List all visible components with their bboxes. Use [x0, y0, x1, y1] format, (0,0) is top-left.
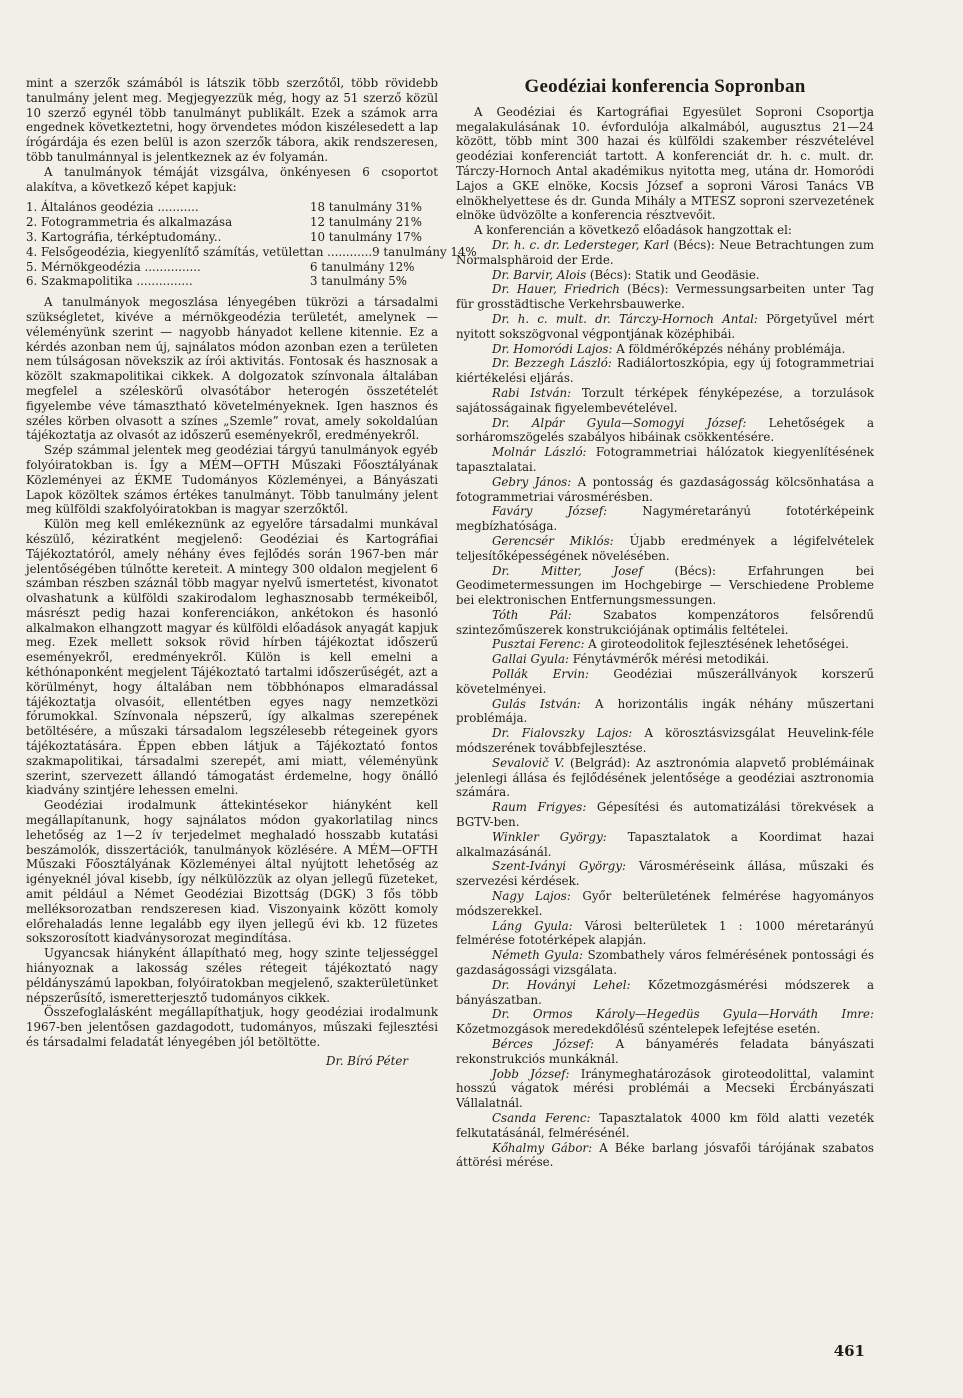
talk-entry: [456, 312, 874, 342]
talk-title: Nagyméretarányú fototérképeink megbízhatósága.: [456, 504, 874, 534]
talk-entry: [456, 445, 874, 475]
topic-label: 2. Fotogrammetria és alkalmazása: [26, 215, 233, 230]
talk-title: Kőzetmozgások meredekdőlésű széntelepek lefejtése esetén.: [456, 1022, 821, 1037]
speaker-name: Dr. Fialovszky Lajos:: [492, 726, 633, 741]
speaker-name: Faváry József:: [492, 504, 608, 519]
talk-title: Fénytávmérők mérési metodikái.: [569, 652, 770, 667]
left-column: [26, 76, 477, 1069]
topic-row: [26, 260, 438, 275]
topic-label: 3. Kartográfia, térképtudomány..: [26, 229, 222, 244]
talk-title: Városméréseink állása, műszaki és szervezési kérdések.: [456, 859, 874, 889]
talk-entry: [456, 564, 874, 608]
talk-title: (Bécs): Statik und Geodäsie.: [586, 267, 760, 282]
talk-entry: [456, 504, 874, 534]
talk-title: A horizontális ingák néhány műszertani problémája.: [456, 696, 874, 726]
speaker-name: Dr. Homoródi Lajos:: [492, 341, 613, 356]
talk-entry: [456, 1067, 874, 1111]
speaker-name: Szent-Iványi György:: [492, 859, 626, 874]
speaker-name: Jobb József:: [492, 1066, 570, 1081]
talk-title: Lehetőségek a sorháromszögelés szabályos hibáinak csökkentésére.: [456, 415, 874, 445]
speaker-name: Dr. h. c. dr. Ledersteger, Karl: [492, 237, 670, 252]
talk-title: A giroteodolitok fejlesztésének lehetőségei.: [584, 637, 849, 652]
topic-label: 6. Szakmapolitika ...............: [26, 274, 193, 289]
speaker-name: Pusztai Ferenc:: [492, 637, 585, 652]
talk-entry: [456, 1141, 874, 1171]
talk-entry: [456, 726, 874, 756]
speaker-name: Gebry János:: [492, 474, 572, 489]
talk-title: Radiálortoszkópia, egy új fotogrammetriai kiértékelési eljárás.: [456, 356, 874, 386]
talk-entry: [456, 268, 874, 283]
topic-row: [26, 274, 438, 289]
speaker-name: Molnár László:: [492, 445, 587, 460]
talk-entry: [456, 756, 874, 800]
talk-title: Újabb eredmények a légifelvételek teljesítőképességének növelésében.: [456, 533, 874, 563]
speaker-name: Dr. Hoványi Lehel:: [492, 977, 631, 992]
author-signature: Dr. Bíró Péter: [326, 1053, 408, 1068]
speaker-name: Bérces József:: [492, 1037, 594, 1051]
distribution-paragraph: A tanulmányok megoszlása lényegében tükrözi a társadalmi szükségletet, kivéve a mérnökgeodézia területét, amelynek — véleményünk szerint — nagyobb hányadot kellene kitennie. Ez a kérdés azonban nem új, sajnálatos módon azonban ezen a területen nem túlságosan növekszik az írói aktivitás. Fontosak és hasznosak a közölt szakmapolitikai cikkek. A dolgozatok színvonala általában megfelel a széleskörű olvasótábor heterogén összetételét figyelembe véve támasztható követelményeknek. Igen hasznos és széles körben olvasott a színes „Szemle” rovat, amely sokoldalúan tájékoztatja az olvasót az időszerű eseményekről, eredményekről.: [26, 295, 438, 443]
talk-title: (Bécs): Erfahrungen bei Geodimetermessungen im Hochgebirge — Verschiedene Probleme bei elektronischen Entfernungsmessungen.: [456, 563, 874, 608]
talk-title: Geodéziai műszerállványok korszerű követelményei.: [456, 667, 874, 696]
speaker-name: Raum Frigyes:: [492, 800, 587, 815]
topic-row: [26, 244, 477, 260]
talk-entry: [456, 889, 874, 919]
talk-entry: [456, 1007, 874, 1037]
speaker-name: Gerencsér Miklós:: [492, 533, 614, 548]
left-intro-paragraph: mint a szerzők számából is látszik több szerzőtől, több rövidebb tanulmány jelent meg. Megjegyezzük még, hogy az 51 szerző közül 10 szerző egynél több tanulmányt publikált. Ezek a számok arra engednek következtetni, hogy örvendetes módon kiszélesedett a lap írógárdája és ezen belül is azon szerzők tábora, akik rendszeresen, több tanulmánnyal is jelentkeznek az év folyamán.: [26, 76, 438, 164]
speaker-name: Láng Gyula:: [492, 918, 573, 933]
talk-entry: [456, 416, 874, 446]
speaker-name: Dr. Barvir, Alois: [492, 267, 587, 282]
talk-entry: [456, 386, 874, 416]
talk-entry: [456, 948, 874, 978]
talk-title: A bányamérés feladata bányászati rekonstrukciós munkáknál.: [456, 1037, 875, 1066]
speaker-name: Rabi István:: [492, 385, 572, 400]
talk-entry: [456, 652, 874, 667]
talk-title: A földmérőképzés néhány problémája.: [612, 341, 846, 356]
speaker-name: Dr. Mitter, Josef: [492, 563, 643, 578]
topic-row: [26, 215, 438, 230]
shortage-paragraph: Geodéziai irodalmunk áttekintésekor hiányként kell megállapítanunk, hogy sajnálatos módon gyakorlatilag nincs lehetőség az 1—2 ív terjedelmet meghaladó hosszabb kutatási beszámolók, disszertációk, tanulmányok közlésére. A MÉM—OFTH Műszaki Főosztályának Közleményei által nyújtott lehetőség az igényeknél jóval kisebb, így nélkülözzük az olyan jellegű füzeteket, amit például a Német Geodéziai Bizottság (DGK) 3 fős több melléksorozatban rendszeresen kiad. Viszonyaink között komoly előrehaladás lenne legalább egy ilyen jellegű évi kb. 12 füzetes sokszorosított kiadványsorozat megindítása.: [26, 798, 438, 946]
speaker-name: Csanda Ferenc:: [492, 1110, 591, 1125]
topic-count: 12 tanulmány 21%: [310, 215, 422, 230]
speaker-name: Dr. Ormos Károly—Hegedüs Gyula—Horváth Imre:: [492, 1007, 874, 1022]
talk-title: A körosztásvizsgálat Heuvelink-féle módszerének továbbfejlesztése.: [456, 726, 874, 756]
talk-title: A Béke barlang jósvafői tárójának szabatos áttörési mérése.: [456, 1140, 874, 1170]
talk-title: Győr belterületének felmérése hagyományos módszerekkel.: [456, 889, 874, 918]
speaker-name: Pollák Ervin:: [492, 667, 589, 682]
talk-title: Városi belterületek 1 : 1000 méretarányú felmérése fototérképek alapján.: [456, 918, 874, 948]
talk-list: [456, 238, 874, 1170]
talk-entry: [456, 238, 874, 268]
speaker-name: Tóth Pál:: [492, 607, 572, 622]
speaker-name: Dr. Hauer, Friedrich: [492, 282, 620, 297]
speaker-name: Gallai Gyula:: [492, 652, 570, 667]
speaker-name: Dr. Bezzegh László:: [492, 356, 612, 371]
talk-entry: [456, 859, 874, 889]
speaker-name: Gulás István:: [492, 696, 581, 711]
talk-entry: [456, 356, 874, 386]
talk-title: Tapasztalatok 4000 km föld alatti vezeték felkutatásánál, felmérésénél.: [456, 1110, 874, 1140]
tajekoztato-paragraph: Külön meg kell emlékeznünk az egyelőre társadalmi munkával készülő, kéziratként megjelenő: Geodéziai és Kartográfiai Tájékoztatóról, amely néhány éves fejlődés során 1967-ben már jelentőségében túlnőtte kereteit. A mintegy 300 oldalon megjelent 6 számban részben száznál több magyar nyelvű ismertetést, kivonatot olvashatunk a külföldi szakirodalom leghasznosabb termékeiből, másrészt pedig hazai konferenciákon, ankétokon és hasonló alkalmakon elhangzott magyar és külföldi előadások anyagát kapjuk meg. Ezek mellett soksok rövid hírben tájékoztat időszerű eseményekről, eredményekről. Külön is kell emelni a kéthónaponként megjelent Tájékoztató tartalmi időszerűségét, azt a körülményt, hogy általában nem többhónapos elmaradással tájékoztatja olvasóit, ellentétben egyes nagy nemzetközi fórumokkal. Színvonala népszerű, így alkalmas szerepének betöltésére, a műszaki társadalom legszélesebb rétegeinek gyors tájékoztatására. Éppen ebben látjuk a Tájékoztató fontos szakmapolitikai, társadalmi szerepét, ami miatt, véleményünk szerint, szervezett állandó támogatást érdemelne, hogy önálló kiadvány szintjére lehessen emelni.: [26, 517, 438, 798]
talk-entry: [456, 534, 874, 564]
right-column: [456, 76, 875, 1170]
speaker-name: Németh Gyula:: [492, 948, 583, 963]
talk-title: Fotogrammetriai hálózatok kiegyenlítésének tapasztalatai.: [456, 445, 874, 474]
talk-title: Szombathely város felmérésének pontossági és gazdaságossági vizsgálata.: [456, 948, 874, 978]
topic-label: 4. Felsőgeodézia, kiegyenlítő számítás, vetülettan ............: [26, 244, 373, 259]
talk-entry: [456, 282, 874, 312]
talks-lead: A konferencián a következő előadások hangzottak el:: [474, 223, 792, 238]
talk-entry: [456, 608, 874, 638]
talk-entry: [456, 830, 874, 860]
talk-title: Torzult térképek fényképezése, a torzulások sajátosságainak figyelembevételével.: [456, 385, 874, 415]
talk-title: Tapasztalatok a Koordimat hazai alkalmazásánál.: [456, 829, 874, 859]
talk-title: Kőzetmozgásmérési módszerek a bányászatban.: [456, 977, 874, 1007]
talk-entry: [456, 1111, 874, 1141]
topic-count: 9 tanulmány 14%: [372, 244, 477, 259]
summary-paragraph: Összefoglalásként megállapíthatjuk, hogy geodéziai irodalmunk 1967-ben jelentősen gazdagodott, tudományos, műszaki fejlesztési és társadalmi feladatát lényegében jól betöltötte.: [26, 1005, 438, 1049]
talk-entry: [456, 1037, 874, 1067]
talk-entry: [456, 978, 874, 1008]
topic-count: 3 tanulmány 5%: [310, 274, 407, 289]
speaker-name: Dr. h. c. mult. dr. Tárczy-Hornoch Antal:: [492, 311, 758, 326]
speaker-name: Nagy Lajos:: [492, 889, 571, 904]
talk-entry: [456, 919, 874, 949]
topic-label: 5. Mérnökgeodézia ...............: [26, 259, 201, 274]
popular-science-paragraph: Ugyancsak hiányként állapítható meg, hogy szinte teljességgel hiányoznak a lakosság széles rétegeit tájékoztató nagy példányszámú lapokban, folyóiratokban megjelenő, szakterületünket népszerűsítő, ismeretterjesztő tudományos cikkek.: [26, 946, 438, 1005]
page-number: 461: [833, 1342, 865, 1360]
article-title: Geodéziai konferencia Sopronban: [524, 76, 806, 97]
conference-intro-paragraph: A Geodéziai és Kartográfiai Egyesület Soproni Csoportja megalakulásának 10. évfordulója alkalmából, augusztus 21—24 között, több mint 300 hazai és külföldi szakember részvételével geodéziai konferenciát tartott. A konferenciát dr. h. c. mult. dr. Tárczy-Hornoch Antal akadémikus nyitotta meg, utána dr. Homoródi Lajos a GKE elnöke, Kocsis József a soproni Városi Tanács VB elnökhelyettese és dr. Gunda Mihály a MTESZ soproni szervezetének elnöke üdvözölte a konferencia résztvevőit.: [456, 104, 874, 223]
topic-count: 18 tanulmány 31%: [310, 200, 422, 215]
topic-row: [26, 230, 438, 245]
topic-intro-paragraph: A tanulmányok témáját vizsgálva, önkényesen 6 csoportot alakítva, a következő képet kapjuk:: [26, 164, 438, 194]
talk-title: (Bécs): Neue Betrachtungen zum Normalsphäroid der Erde.: [456, 237, 875, 267]
speaker-name: Sevalovič V.: [492, 755, 565, 770]
topic-row: [26, 200, 438, 215]
talk-entry: [456, 697, 874, 727]
speaker-name: Winkler György:: [492, 829, 607, 844]
talk-entry: [456, 800, 874, 830]
other-journals-paragraph: Szép számmal jelentek meg geodéziai tárgyú tanulmányok egyéb folyóiratokban is. Így a MÉM—OFTH Műszaki Főosztályának Közleményei az ÉKME Tudományos Közleményei, a Bányászati Lapok közöltek számos értékes tanulmányt. Több tanulmány jelent meg külföldi szakfolyóiratokban is magyar szerzőktől.: [26, 443, 438, 517]
talk-entry: [456, 342, 874, 357]
topic-label: 1. Általános geodézia ...........: [26, 200, 199, 215]
topic-table: [26, 200, 477, 289]
talk-title: Gépesítési és automatizálási törekvések a BGTV-ben.: [456, 800, 874, 830]
talk-entry: [456, 667, 874, 697]
talk-entry: [456, 637, 874, 652]
topic-count: 6 tanulmány 12%: [310, 259, 415, 274]
talk-title: (Bécs): Vermessungsarbeiten unter Tag für grosstädtische Verkehrsbauwerke.: [456, 282, 874, 312]
topic-count: 10 tanulmány 17%: [310, 229, 422, 244]
speaker-name: Kőhalmy Gábor:: [492, 1140, 593, 1155]
talk-title: Iránymeghatározások giroteodolittal, valamint hosszú vágatok mérési problémái a Mecseki Ércbányászati Vállalatnál.: [456, 1066, 874, 1111]
talk-title: (Belgrád): Az asztronómia alapvető problémáinak jelenlegi állása és fejlődésének jelentősége a geodéziai asztronomia számára.: [456, 755, 874, 800]
talk-title: Szabatos kompenzátoros felsőrendű szintezőműszerek konstrukciójának optimális feltételei.: [456, 607, 874, 637]
talk-title: Pörgetyűvel mért nyitott sokszögvonal végpontjának középhibái.: [456, 311, 874, 341]
speaker-name: Dr. Alpár Gyula—Somogyi József:: [492, 415, 747, 430]
talk-entry: [456, 475, 874, 505]
talk-title: A pontosság és gazdaságosság kölcsönhatása a fotogrammetriai városmérésben.: [456, 474, 874, 504]
